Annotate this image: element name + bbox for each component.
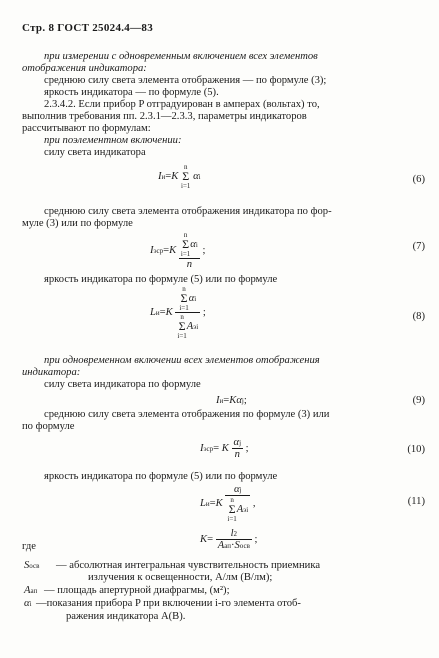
text-line: среднюю силу света элемента отображения — по формуле (3); [44,75,327,86]
text-line: где [22,541,36,552]
text-line: при одновременном включении всех элементов отображения [44,355,320,366]
formula-11: Lи=K αj n Σ i=1 Aэi , [200,484,256,523]
text-line: среднюю силу света элемента отображения по формуле (3) или [44,409,330,420]
formula-k: K= $\frac{l2}{\text{Aап·Sосв}}$ ; [200,528,258,551]
text-line: при поэлементном включении: [44,135,182,146]
formula-8: Lи=K n Σ i=1 αi n Σ i=1 Aэi ; [150,285,206,340]
text-line: силу света индикатора по формуле [44,379,201,390]
text-line: рассчитывают по формулам: [22,123,151,134]
definition-symbol: Sосв [24,560,40,571]
definition-line: ражения индикатора А(В). [66,611,186,622]
equation-number: (11) [407,496,425,507]
text-line: по формуле [22,421,75,432]
definition-line: — абсолютная интегральная чувствительность приемника [56,560,321,571]
equation-number: (10) [407,444,425,455]
definition-line: — площадь апертурной диафрагмы, (м²); [44,585,230,596]
definition-line: излучения к освещенности, А/лм (В/лм); [88,572,273,583]
text-line: индикатора: [22,367,81,378]
text-line: при измерении с одновременным включением всех элементов [44,51,318,62]
text-line: 2.3.4.2. Если прибор P отградуирован в амперах (вольтах) то, [44,99,320,110]
equation-number: (8) [412,311,425,322]
formula-10: Iэср= K $\frac{\alpha j}{n}$ ; [200,437,249,460]
formula-7: Iэср=K n Σ i=1 αi n ; [150,231,206,270]
text-line: среднюю силу света элемента отображения индикатора по фор- [44,206,332,217]
page-header: Стр. 8 ГОСТ 25024.4—83 [22,22,153,34]
formula-6: Iи=K n Σ i=1 αi [158,163,201,190]
definition-symbol: Aап [24,585,38,596]
text-line: силу света индикатора [44,147,146,158]
equation-number: (6) [412,174,425,185]
text-line: яркость индикатора по формуле (5) или по формуле [44,274,278,285]
text-line: яркость индикатора — по формуле (5). [44,87,219,98]
text-line: отображения индикатора: [22,63,147,74]
equation-number: (9) [412,395,425,406]
text-line: выполнив требования пп. 2.3.1—2.3.3, параметры индикаторов [22,111,307,122]
equation-number: (7) [412,241,425,252]
definition-symbol: αi [24,598,32,609]
text-line: яркость индикатора по формуле (5) или по формуле [44,471,278,482]
definition-line: —показания прибора P при включении i-го элемента отоб- [36,598,301,609]
formula-9: Iи=Kαj; [216,395,247,406]
text-line: муле (3) или по формуле [22,218,133,229]
